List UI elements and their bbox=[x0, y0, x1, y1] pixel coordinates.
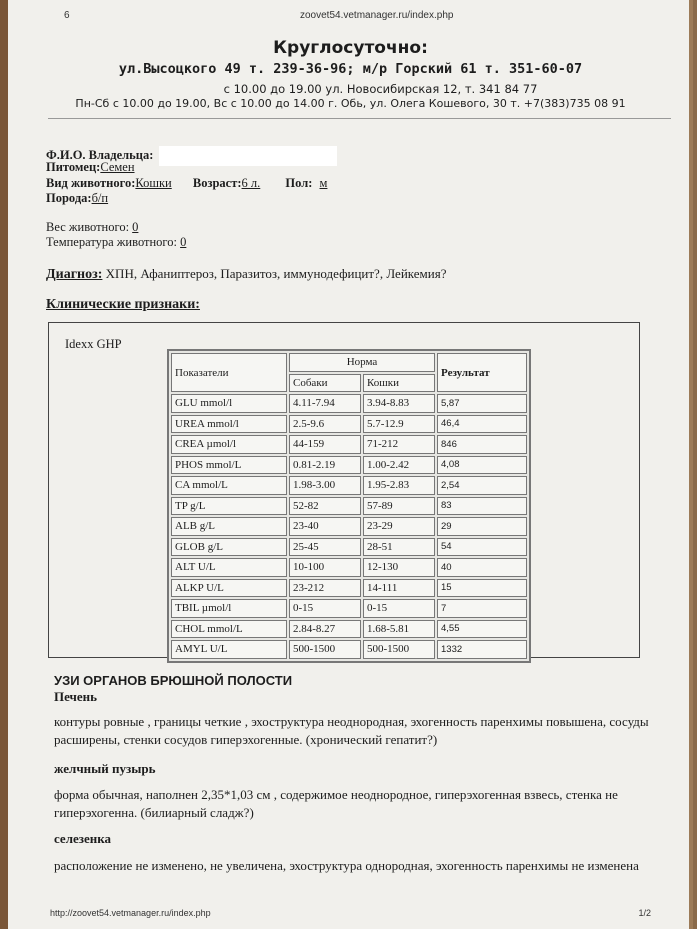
result-cell: 1332 bbox=[437, 640, 527, 659]
breed-value: б/п bbox=[91, 191, 109, 205]
table-row bbox=[171, 558, 527, 577]
analyzer-name: Idexx GHP bbox=[65, 337, 122, 351]
dog-norm-cell: 52-82 bbox=[289, 497, 361, 516]
cat-norm-cell: 500-1500 bbox=[363, 640, 435, 659]
table-row bbox=[171, 415, 527, 434]
result-cell: 54 bbox=[437, 538, 527, 557]
dog-norm-cell: 23-212 bbox=[289, 579, 361, 598]
document-page bbox=[8, 0, 693, 929]
right-background-edge bbox=[689, 0, 693, 929]
result-cell: 4,08 bbox=[437, 456, 527, 475]
param-cell: AMYL U/L bbox=[171, 640, 287, 659]
liver-text: контуры ровные , границы четкие , эхоструктура неоднородная, эхогенность паренхимы повышена, сосуды расширены, стенки сосудов гиперэхогенные. (хронический гепатит?) bbox=[54, 714, 649, 747]
spleen-heading: селезенка bbox=[54, 831, 112, 846]
dog-norm-cell: 2.5-9.6 bbox=[289, 415, 361, 434]
clinic-address-line-1: ул.Высоцкого 49 т. 239-36-96; м/р Горский 61 т. 351-60-07 bbox=[118, 61, 583, 77]
param-cell: GLOB g/L bbox=[171, 538, 287, 557]
result-cell: 4,55 bbox=[437, 620, 527, 639]
spleen-text: расположение не изменено, не увеличена, эхоструктура однородная, эхогенность паренхимы не изменена bbox=[54, 858, 639, 873]
header-dogs: Собаки bbox=[289, 374, 361, 393]
table-row bbox=[171, 620, 527, 639]
diagnosis-label: Диагноз: bbox=[46, 267, 103, 282]
owner-redaction bbox=[159, 146, 337, 166]
diagnosis-row bbox=[46, 266, 446, 283]
weight-label: Вес животного: bbox=[46, 220, 130, 234]
ultrasound-heading: УЗИ ОРГАНОВ БРЮШНОЙ ПОЛОСТИ bbox=[54, 673, 293, 688]
param-cell: GLU mmol/l bbox=[171, 394, 287, 413]
result-cell: 46,4 bbox=[437, 415, 527, 434]
param-cell: ALT U/L bbox=[171, 558, 287, 577]
cat-norm-cell: 71-212 bbox=[363, 435, 435, 454]
lab-results-box bbox=[48, 322, 640, 658]
dog-norm-cell: 0-15 bbox=[289, 599, 361, 618]
pet-row bbox=[46, 160, 135, 175]
pet-value: Семен bbox=[100, 160, 135, 174]
result-cell: 7 bbox=[437, 599, 527, 618]
result-cell: 15 bbox=[437, 579, 527, 598]
liver-heading: Печень bbox=[54, 689, 98, 704]
param-cell: ALKP U/L bbox=[171, 579, 287, 598]
dog-norm-cell: 4.11-7.94 bbox=[289, 394, 361, 413]
left-background-edge bbox=[0, 0, 8, 929]
clinic-title: Круглосуточно: bbox=[273, 38, 428, 58]
species-value: Кошки bbox=[135, 176, 172, 190]
weight-value: 0 bbox=[132, 220, 139, 234]
species-label: Вид животного: bbox=[46, 176, 136, 190]
dog-norm-cell: 500-1500 bbox=[289, 640, 361, 659]
cat-norm-cell: 57-89 bbox=[363, 497, 435, 516]
dog-norm-cell: 1.98-3.00 bbox=[289, 476, 361, 495]
cat-norm-cell: 12-130 bbox=[363, 558, 435, 577]
dog-norm-cell: 44-159 bbox=[289, 435, 361, 454]
param-cell: PHOS mmol/L bbox=[171, 456, 287, 475]
header-parameter: Показатели bbox=[171, 353, 287, 392]
result-cell: 83 bbox=[437, 497, 527, 516]
clinical-signs-heading: Клинические признаки: bbox=[46, 297, 200, 312]
param-cell: TBIL µmol/l bbox=[171, 599, 287, 618]
footer-url: http://zoovet54.vetmanager.ru/index.php bbox=[50, 908, 211, 918]
header-url: zoovet54.vetmanager.ru/index.php bbox=[300, 10, 454, 21]
cat-norm-cell: 14-111 bbox=[363, 579, 435, 598]
diagnosis-value: ХПН, Афаниптероз, Паразитоз, иммунодефицит?, Лейкемия? bbox=[105, 266, 447, 281]
table-row bbox=[171, 538, 527, 557]
dog-norm-cell: 10-100 bbox=[289, 558, 361, 577]
clinic-address-line-3: Пн-Сб с 10.00 до 19.00, Вс с 10.00 до 14.00 г. Обь, ул. Олега Кошевого, 30 т. +7(383)735 08 91 bbox=[75, 97, 626, 110]
gallbladder-text: форма обычная, наполнен 2,35*1,03 см , содержимое неоднородное, гиперэхогенная взвесь, стенка не гиперэхогенна. (билиарный сладж?) bbox=[54, 787, 618, 820]
cat-norm-cell: 0-15 bbox=[363, 599, 435, 618]
cat-norm-cell: 5.7-12.9 bbox=[363, 415, 435, 434]
table-row bbox=[171, 476, 527, 495]
table-row bbox=[171, 497, 527, 516]
pet-label: Питомец: bbox=[46, 160, 101, 174]
owner-label: Ф.И.О. Владельца: bbox=[46, 147, 154, 162]
dog-norm-cell: 2.84-8.27 bbox=[289, 620, 361, 639]
cat-norm-cell: 28-51 bbox=[363, 538, 435, 557]
temperature-label: Температура животного: bbox=[46, 235, 177, 249]
table-row bbox=[171, 517, 527, 536]
table-row bbox=[171, 456, 527, 475]
param-cell: CA mmol/L bbox=[171, 476, 287, 495]
species-row bbox=[46, 176, 327, 191]
table-row bbox=[171, 394, 527, 413]
table-row bbox=[171, 599, 527, 618]
sex-value: м bbox=[319, 176, 328, 190]
lab-results-table bbox=[167, 349, 531, 663]
header-page-number: 6 bbox=[64, 10, 70, 21]
result-cell: 29 bbox=[437, 517, 527, 536]
cat-norm-cell: 23-29 bbox=[363, 517, 435, 536]
param-cell: ALB g/L bbox=[171, 517, 287, 536]
dog-norm-cell: 25-45 bbox=[289, 538, 361, 557]
weight-row bbox=[46, 220, 138, 235]
sex-label: Пол: bbox=[285, 176, 313, 190]
result-cell: 2,54 bbox=[437, 476, 527, 495]
breed-label: Порода: bbox=[46, 191, 92, 205]
header-norm: Норма bbox=[289, 353, 435, 372]
gallbladder-heading: желчный пузырь bbox=[54, 761, 156, 776]
result-cell: 846 bbox=[437, 435, 527, 454]
header-cats: Кошки bbox=[363, 374, 435, 393]
header-result: Результат bbox=[437, 353, 527, 392]
param-cell: UREA mmol/l bbox=[171, 415, 287, 434]
cat-norm-cell: 1.00-2.42 bbox=[363, 456, 435, 475]
temperature-row bbox=[46, 235, 186, 250]
table-row bbox=[171, 640, 527, 659]
cat-norm-cell: 1.68-5.81 bbox=[363, 620, 435, 639]
cat-norm-cell: 1.95-2.83 bbox=[363, 476, 435, 495]
cat-norm-cell: 3.94-8.83 bbox=[363, 394, 435, 413]
clinic-address-line-2: с 10.00 до 19.00 ул. Новосибирская 12, т. 341 84 77 bbox=[223, 82, 538, 96]
age-value: 6 л. bbox=[241, 176, 261, 190]
dog-norm-cell: 23-40 bbox=[289, 517, 361, 536]
temperature-value: 0 bbox=[180, 235, 187, 249]
param-cell: CHOL mmol/L bbox=[171, 620, 287, 639]
age-label: Возраст: bbox=[192, 176, 242, 190]
header-divider bbox=[48, 118, 671, 119]
result-cell: 40 bbox=[437, 558, 527, 577]
table-row bbox=[171, 435, 527, 454]
table-row bbox=[171, 579, 527, 598]
breed-row bbox=[46, 191, 108, 206]
param-cell: CREA µmol/l bbox=[171, 435, 287, 454]
result-cell: 5,87 bbox=[437, 394, 527, 413]
param-cell: TP g/L bbox=[171, 497, 287, 516]
dog-norm-cell: 0.81-2.19 bbox=[289, 456, 361, 475]
table-header-row bbox=[171, 353, 527, 372]
footer-page: 1/2 bbox=[638, 908, 651, 918]
